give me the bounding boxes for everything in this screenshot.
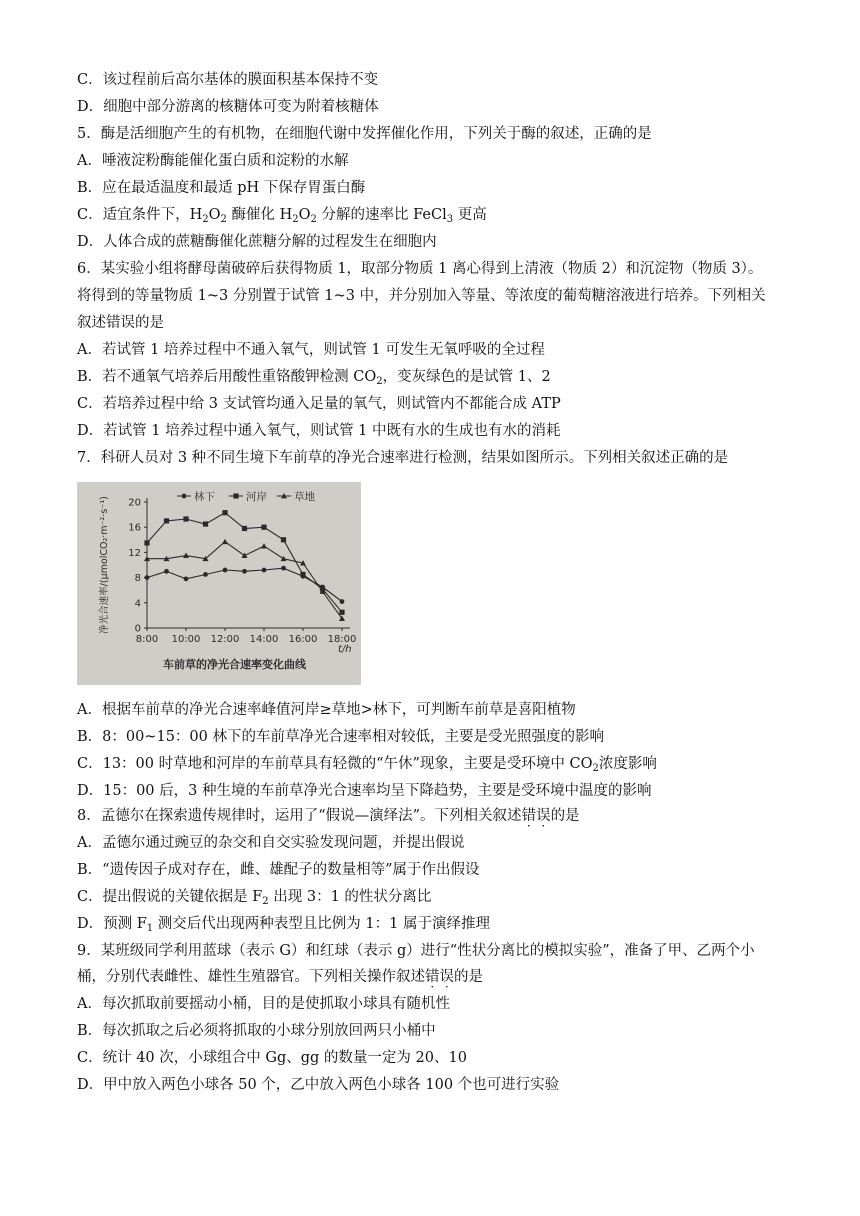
net-photosynthesis-chart [77, 482, 361, 685]
x-tick-label: 14:00 [249, 634, 279, 645]
data-point-0-3 [203, 572, 208, 577]
q6-stem-line2: 将得到的等量物质 1~3 分别置于试管 1~3 中，并分别加入等量、等浓度的葡萄糖溶液进行培养。下列相关 [77, 288, 766, 304]
q5-option-a: A．唾液淀粉酶能催化蛋白质和淀粉的水解 [77, 153, 349, 169]
x-tick-label: 12:00 [210, 634, 240, 645]
y-axis-label: 净光合速率/(μmolCO₂·m⁻²·s⁻¹) [99, 496, 110, 634]
q6-option-c: C．若培养过程中给 3 支试管均通入足量的氧气，则试管内不都能合成 ATP [77, 396, 561, 412]
data-point-0-7 [281, 566, 286, 571]
q8-stem: 8．孟德尔在探索遗传规律时，运用了“假说—演绎法”。下列相关叙述错误的是 [77, 808, 580, 824]
y-tick-label: 16 [128, 522, 141, 534]
legend-label-0: 林下 [194, 491, 215, 503]
chart-title: 车前草的净光合速率变化曲线 [163, 658, 306, 671]
q7-option-b: B．8：00~15：00 林下的车前草净光合速率相对较低，主要是受光照强度的影响 [77, 729, 604, 745]
data-point-1-1 [164, 518, 169, 523]
data-point-1-5 [242, 526, 247, 531]
legend-label-2: 草地 [294, 491, 315, 503]
q4-option-c: C．该过程前后高尔基体的膜面积基本保持不变 [77, 72, 379, 88]
legend-marker-1 [233, 493, 238, 498]
y-tick-label: 12 [128, 547, 141, 559]
q9-option-c: C．统计 40 次，小球组合中 Gg、gg 的数量一定为 20、10 [77, 1050, 467, 1066]
data-point-0-10 [340, 599, 345, 604]
data-point-2-7 [281, 556, 287, 561]
q5-option-b: B．应在最适温度和最适 pH 下保存胃蛋白酶 [77, 180, 366, 196]
data-point-2-2 [183, 553, 189, 558]
data-point-0-2 [184, 576, 189, 581]
data-point-1-8 [300, 572, 305, 577]
data-point-0-4 [223, 568, 228, 573]
q9-option-d: D．甲中放入两色小球各 50 个，乙中放入两色小球各 100 个也可进行实验 [77, 1077, 560, 1093]
q6-option-b: B．若不通氧气培养后用酸性重铬酸钾检测 $CO_2$，变灰绿色的是试管 1、2 [77, 369, 551, 387]
q6-stem-line3: 叙述错误的是 [77, 315, 164, 331]
q6-stem-line1: 6．某实验小组将酵母菌破碎后获得物质 1，取部分物质 1 离心得到上清液（物质 2）和沉淀物（物质 3）。 [77, 261, 763, 277]
q7-option-c: C．13：00 时草地和河岸的车前草具有轻微的“午休”现象，主要是受环境中 $CO_2$浓度影响 [77, 756, 657, 774]
chart-svg [77, 482, 361, 685]
data-point-1-0 [144, 540, 149, 545]
q9-stem-line2: 桶，分别代表雌性、雄性生殖器官。下列相关操作叙述错误的是 [77, 969, 483, 985]
data-point-0-0 [145, 575, 150, 580]
data-point-1-10 [339, 610, 344, 615]
y-tick-label: 20 [128, 497, 141, 509]
legend-marker-0 [182, 494, 187, 499]
x-tick-label: 10:00 [171, 634, 201, 645]
data-point-1-2 [183, 516, 188, 521]
q9-option-a: A．每次抓取前要摇动小桶，目的是使抓取小球具有随机性 [77, 996, 450, 1012]
x-tick-label: 16:00 [288, 634, 318, 645]
q7-option-d: D．15：00 后，3 种生境的车前草净光合速率均呈下降趋势，主要是受环境中温度的影响 [77, 783, 652, 799]
y-tick-label: 8 [134, 573, 141, 585]
q7-stem: 7．科研人员对 3 种不同生境下车前草的净光合速率进行检测，结果如图所示。下列相关叙述正确的是 [77, 450, 729, 466]
q8-option-a: A．孟德尔通过豌豆的杂交和自交实验发现问题，并提出假说 [77, 835, 465, 851]
x-tick-label: 8:00 [135, 634, 159, 645]
data-point-2-6 [261, 543, 267, 548]
q7-option-a: A．根据车前草的净光合速率峰值河岸≥草地>林下，可判断车前草是喜阳植物 [77, 702, 576, 718]
data-point-2-5 [242, 553, 248, 558]
data-point-1-4 [222, 510, 227, 515]
q6-option-a: A．若试管 1 培养过程中不通入氧气，则试管 1 可发生无氧呼吸的全过程 [77, 342, 545, 358]
q4-option-d: D．细胞中部分游离的核糖体可变为附着核糖体 [77, 99, 379, 115]
x-axis-label: t/h [338, 644, 352, 655]
data-point-0-5 [242, 569, 247, 574]
q8-option-d: D．预测 $F_1$ 测交后代出现两种表型且比例为 1：1 属于演绎推理 [77, 916, 490, 934]
data-point-1-3 [203, 521, 208, 526]
q8-option-b: B．“遗传因子成对存在，雌、雄配子的数量相等”属于作出假设 [77, 862, 480, 878]
data-point-2-4 [222, 539, 228, 544]
q9-stem-line1: 9．某班级同学利用蓝球（表示 G）和红球（表示 g）进行“性状分离比的模拟实验”，准备了甲、乙两个小 [77, 943, 755, 959]
data-point-0-1 [164, 569, 169, 574]
data-point-1-6 [261, 525, 266, 530]
q8-option-c: C．提出假说的关键依据是 $F_2$ 出现 3：1 的性状分离比 [77, 889, 432, 907]
q5-option-c: C．适宜条件下，$H_2O_2$ 酶催化 $H_2O_2$ 分解的速率比 FeCl$_3$ 更高 [77, 207, 487, 225]
q5-option-d: D．人体合成的蔗糖酶催化蔗糖分解的过程发生在细胞内 [77, 234, 437, 250]
y-tick-label: 0 [134, 623, 141, 635]
data-point-0-6 [262, 568, 267, 573]
legend-label-1: 河岸 [246, 491, 267, 503]
data-point-1-7 [281, 537, 286, 542]
y-tick-label: 4 [134, 598, 141, 610]
q5-stem: 5．酶是活细胞产生的有机物，在细胞代谢中发挥催化作用，下列关于酶的叙述，正确的是 [77, 126, 652, 142]
q9-option-b: B．每次抓取之后必须将抓取的小球分别放回两只小桶中 [77, 1023, 436, 1039]
q6-option-d: D．若试管 1 培养过程中通入氧气，则试管 1 中既有水的生成也有水的消耗 [77, 423, 561, 439]
x-tick-label: 18:00 [327, 634, 357, 645]
